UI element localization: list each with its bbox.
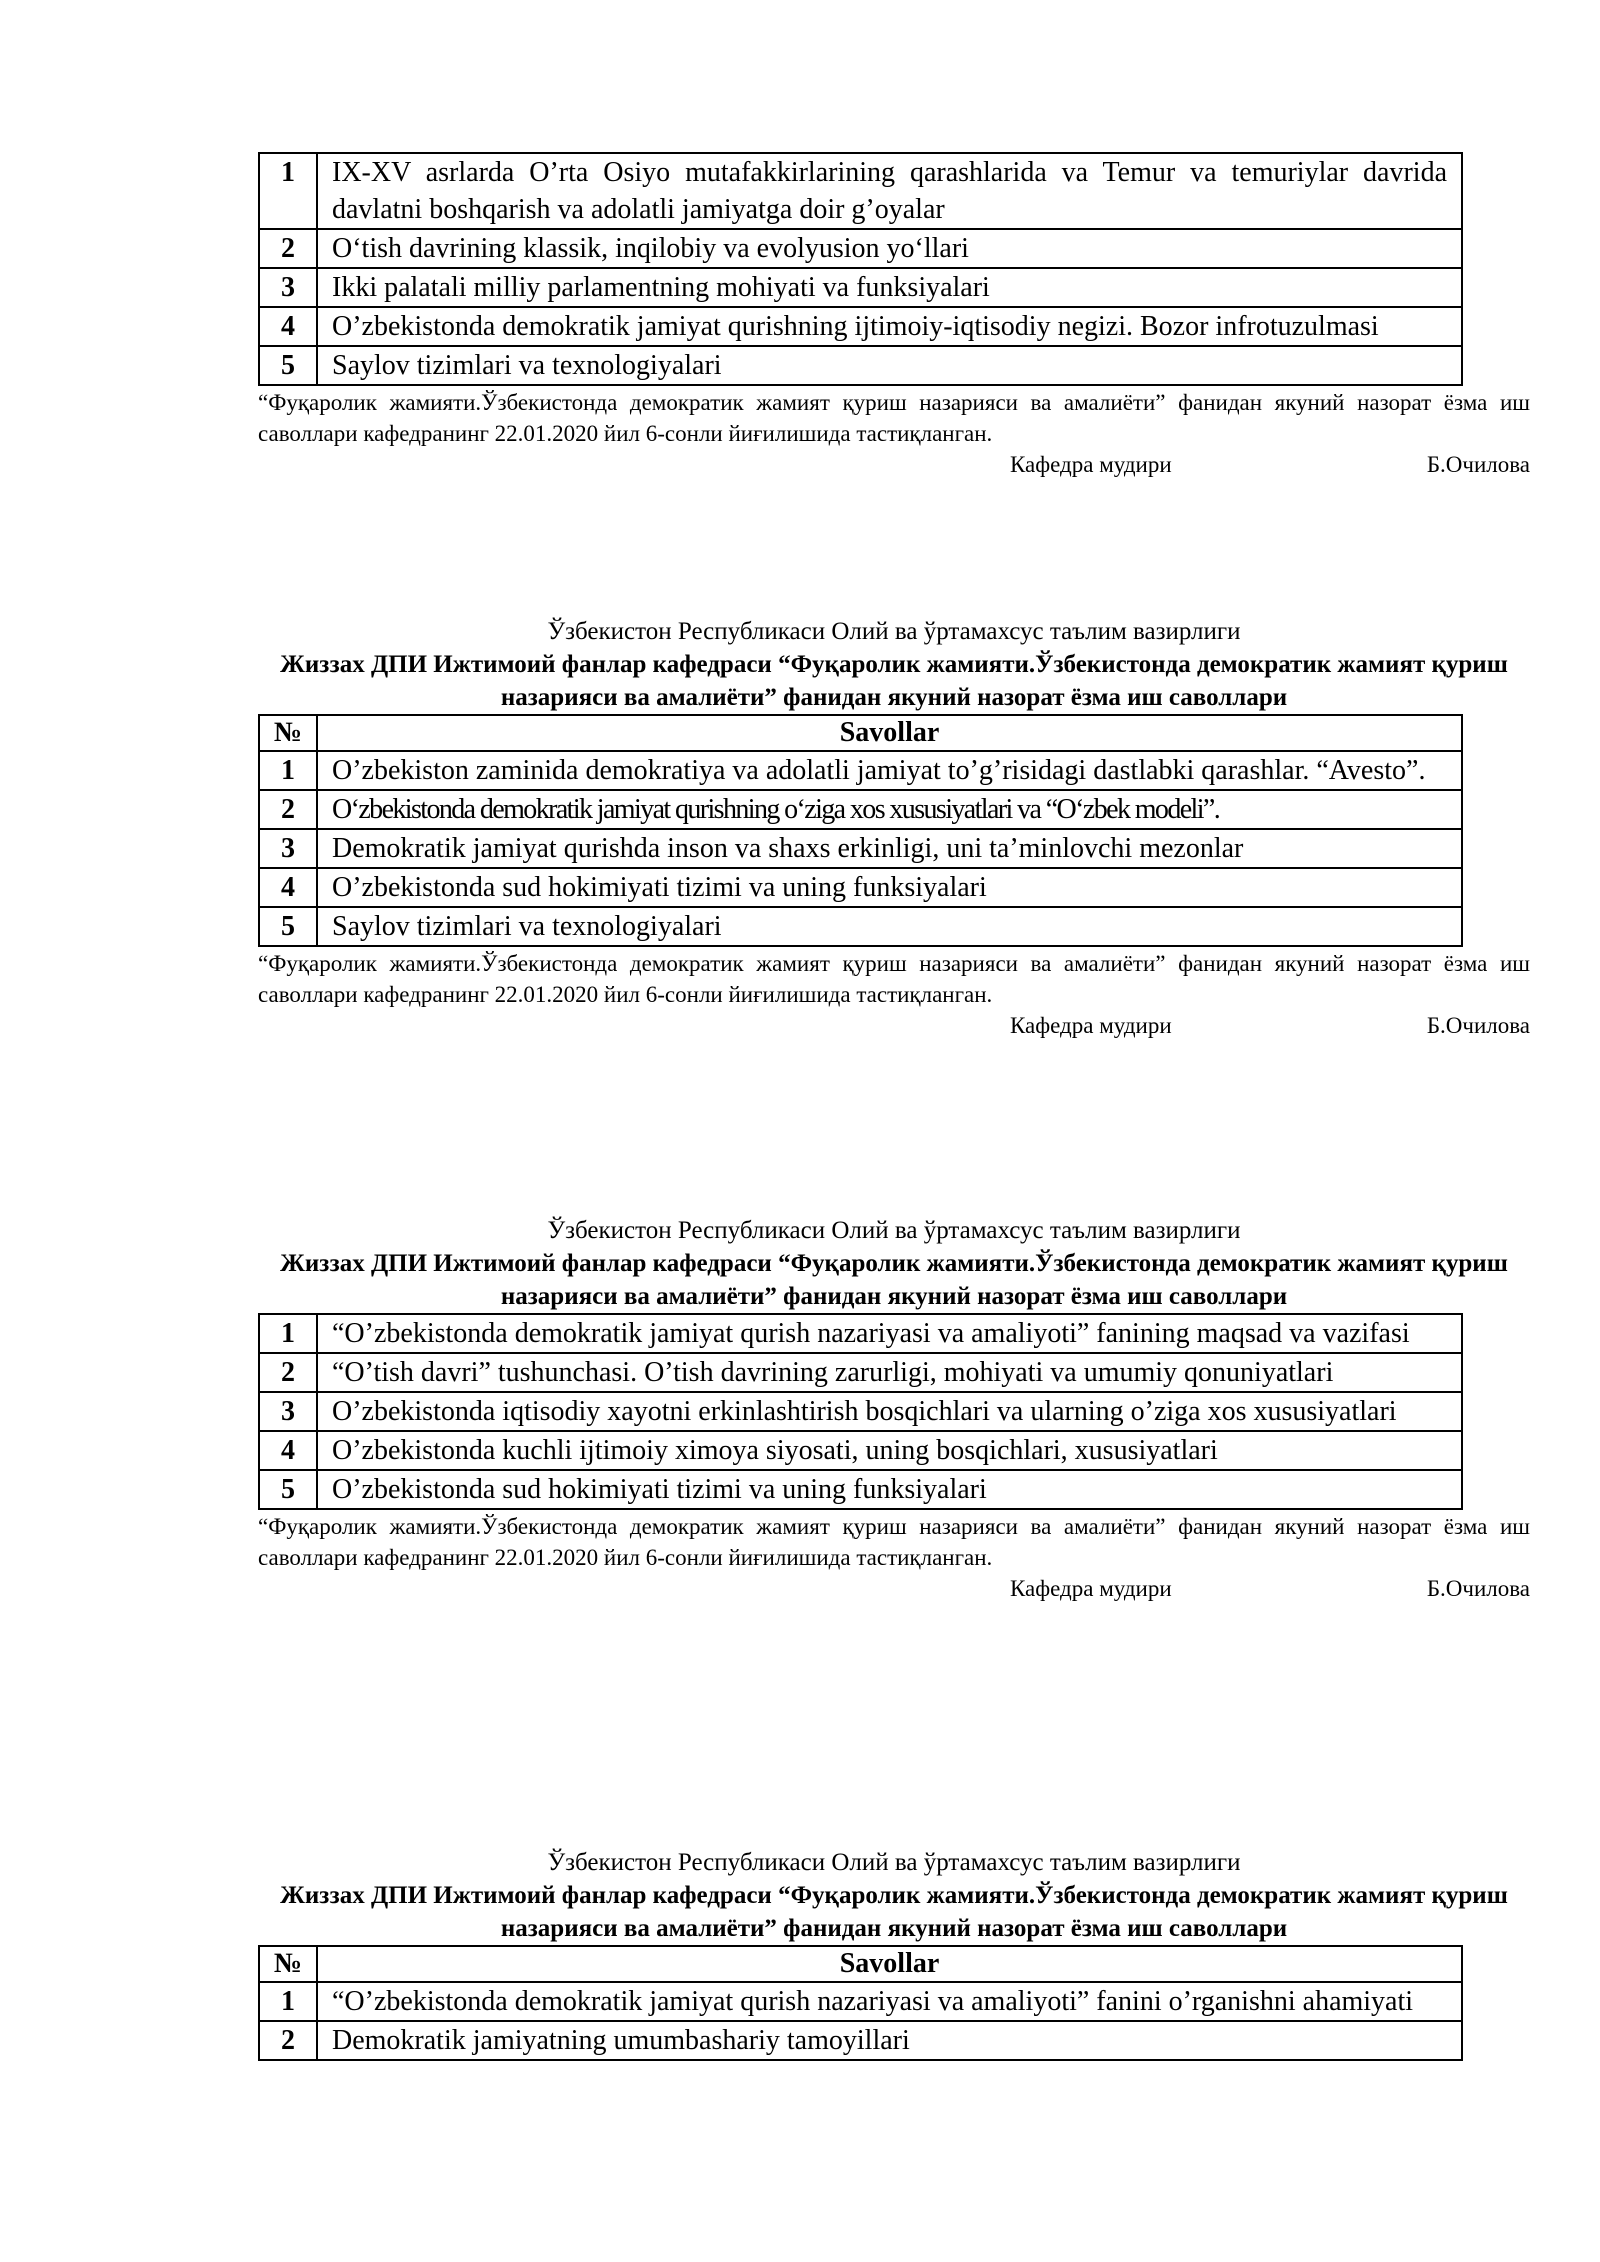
question-text: O’zbekistonda demokratik jamiyat qurishning ijtimoiy-iqtisodiy negizi. Bozor infrotuzulmasi [317, 307, 1462, 346]
table-row [259, 153, 1462, 229]
question-number: 2 [259, 2021, 317, 2060]
table-row [259, 907, 1462, 946]
question-number: 1 [259, 751, 317, 790]
table-row [259, 1353, 1462, 1392]
table-row [259, 751, 1462, 790]
table-header-row [259, 715, 1462, 751]
exam-sheet-1 [258, 152, 1530, 480]
question-number: 3 [259, 268, 317, 307]
question-text: O’zbekistonda iqtisodiy xayotni erkinlashtirish bosqichlari va ularning o’ziga xos xususiyatlari [317, 1392, 1462, 1431]
approval-note: “Фуқаролик жамияти.Ўзбекистонда демократик жамият қуриш назарияси ва амалиёти” фанидан якуний назорат ёзма иш саволлари кафедранинг 22.01.2020 йил 6-сонли йиғилишида тастиқланган. [258, 951, 1530, 1007]
question-text: Demokratik jamiyatning umumbashariy tamoyillari [317, 2021, 1462, 2060]
signature-line [258, 1573, 1530, 1604]
table-row [259, 346, 1462, 385]
sheet-title: Жиззах ДПИ Ижтимоий фанлар кафедраси “Фуқаролик жамияти.Ўзбекистонда демократик жамият қуриш назарияси ва амалиёти” фанидан якуний назорат ёзма иш саволлари [280, 1882, 1508, 1942]
questions-table [258, 1945, 1463, 2061]
exam-sheet-3 [258, 1214, 1530, 1604]
table-row [259, 1392, 1462, 1431]
question-text: O’zbekiston zaminida demokratiya va adolatli jamiyat to’g’risidagi dastlabki qarashlar. “Avesto”. [317, 751, 1462, 790]
department-head-label: Кафедра мудири [1010, 452, 1172, 477]
questions-table [258, 1313, 1463, 1510]
sheet-header [258, 1214, 1530, 1313]
questions-column-header: Savollar [317, 715, 1462, 751]
question-number: 2 [259, 229, 317, 268]
department-head-label: Кафедра мудири [1010, 1013, 1172, 1038]
question-number: 2 [259, 790, 317, 829]
table-row [259, 1314, 1462, 1353]
question-number: 1 [259, 1314, 317, 1353]
question-text: “O’zbekistonda demokratik jamiyat qurish nazariyasi va amaliyoti” fanining maqsad va vazifasi [317, 1314, 1462, 1353]
ministry-name: Ўзбекистон Республикаси Олий ва ўртамахсус таълим вазирлиги [547, 1849, 1241, 1876]
question-number: 2 [259, 1353, 317, 1392]
table-row [259, 829, 1462, 868]
question-text: Saylov tizimlari va texnologiyalari [317, 907, 1462, 946]
question-text: Saylov tizimlari va texnologiyalari [317, 346, 1462, 385]
department-head-label: Кафедра мудири [1010, 1576, 1172, 1601]
table-row [259, 1982, 1462, 2021]
number-column-header: № [259, 1946, 317, 1982]
sheet-title: Жиззах ДПИ Ижтимоий фанлар кафедраси “Фуқаролик жамияти.Ўзбекистонда демократик жамият қуриш назарияси ва амалиёти” фанидан якуний назорат ёзма иш саволлари [280, 1250, 1508, 1310]
question-number: 4 [259, 1431, 317, 1470]
ministry-name: Ўзбекистон Республикаси Олий ва ўртамахсус таълим вазирлиги [547, 1217, 1241, 1244]
question-number: 4 [259, 307, 317, 346]
question-number: 3 [259, 829, 317, 868]
table-row [259, 307, 1462, 346]
question-text: O’zbekistonda kuchli ijtimoiy ximoya siyosati, uning bosqichlari, xususiyatlari [317, 1431, 1462, 1470]
questions-column-header: Savollar [317, 1946, 1462, 1982]
exam-sheet-2 [258, 615, 1530, 1041]
question-number: 5 [259, 907, 317, 946]
approval-note: “Фуқаролик жамияти.Ўзбекистонда демократик жамият қуриш назарияси ва амалиёти” фанидан якуний назорат ёзма иш саволлари кафедранинг 22.01.2020 йил 6-сонли йиғилишида тастиқланган. [258, 1514, 1530, 1570]
question-text: O‘zbekistonda demokratik jamiyat qurishning o‘ziga xos xususiyatlari va “O‘zbek modeli”. [317, 790, 1462, 829]
department-head-name: Б.Очилова [1426, 452, 1530, 477]
table-row [259, 790, 1462, 829]
table-row [259, 1431, 1462, 1470]
question-text: O’zbekistonda sud hokimiyati tizimi va uning funksiyalari [317, 868, 1462, 907]
department-head-name: Б.Очилова [1426, 1013, 1530, 1038]
question-text: Demokratik jamiyat qurishda inson va shaxs erkinligi, uni ta’minlovchi mezonlar [317, 829, 1462, 868]
questions-table [258, 714, 1463, 947]
approval-note: “Фуқаролик жамияти.Ўзбекистонда демократик жамият қуриш назарияси ва амалиёти” фанидан якуний назорат ёзма иш саволлари кафедранинг 22.01.2020 йил 6-сонли йиғилишида тастиқланган. [258, 390, 1530, 446]
question-text: Ikki palatali milliy parlamentning mohiyati va funksiyalari [317, 268, 1462, 307]
signature-line [258, 1010, 1530, 1041]
number-column-header: № [259, 715, 317, 751]
question-text: O’zbekistonda sud hokimiyati tizimi va uning funksiyalari [317, 1470, 1462, 1509]
question-number: 1 [259, 1982, 317, 2021]
table-row [259, 2021, 1462, 2060]
question-number: 3 [259, 1392, 317, 1431]
signature-line [258, 449, 1530, 480]
question-number: 5 [259, 346, 317, 385]
question-number: 1 [259, 153, 317, 229]
table-header-row [259, 1946, 1462, 1982]
exam-sheet-4 [258, 1846, 1530, 2061]
sheet-header [258, 1846, 1530, 1945]
question-number: 4 [259, 868, 317, 907]
department-head-name: Б.Очилова [1426, 1576, 1530, 1601]
question-text: IX-XV asrlarda O’rta Osiyo mutafakkirlarining qarashlarida va Temur va temuriylar davrida davlatni boshqarish va adolatli jamiyatga doir g’oyalar [317, 153, 1462, 229]
sheet-header [258, 615, 1530, 714]
table-row [259, 268, 1462, 307]
table-row [259, 1470, 1462, 1509]
question-number: 5 [259, 1470, 317, 1509]
question-text: “O’zbekistonda demokratik jamiyat qurish nazariyasi va amaliyoti” fanini o’rganishni ahamiyati [317, 1982, 1462, 2021]
questions-table [258, 152, 1463, 386]
table-row [259, 868, 1462, 907]
question-text: O‘tish davrining klassik, inqilobiy va evolyusion yo‘llari [317, 229, 1462, 268]
sheet-title: Жиззах ДПИ Ижтимоий фанлар кафедраси “Фуқаролик жамияти.Ўзбекистонда демократик жамият қуриш назарияси ва амалиёти” фанидан якуний назорат ёзма иш саволлари [280, 651, 1508, 711]
table-row [259, 229, 1462, 268]
ministry-name: Ўзбекистон Республикаси Олий ва ўртамахсус таълим вазирлиги [547, 618, 1241, 645]
question-text: “O’tish davri” tushunchasi. O’tish davrining zarurligi, mohiyati va umumiy qonuniyatlari [317, 1353, 1462, 1392]
